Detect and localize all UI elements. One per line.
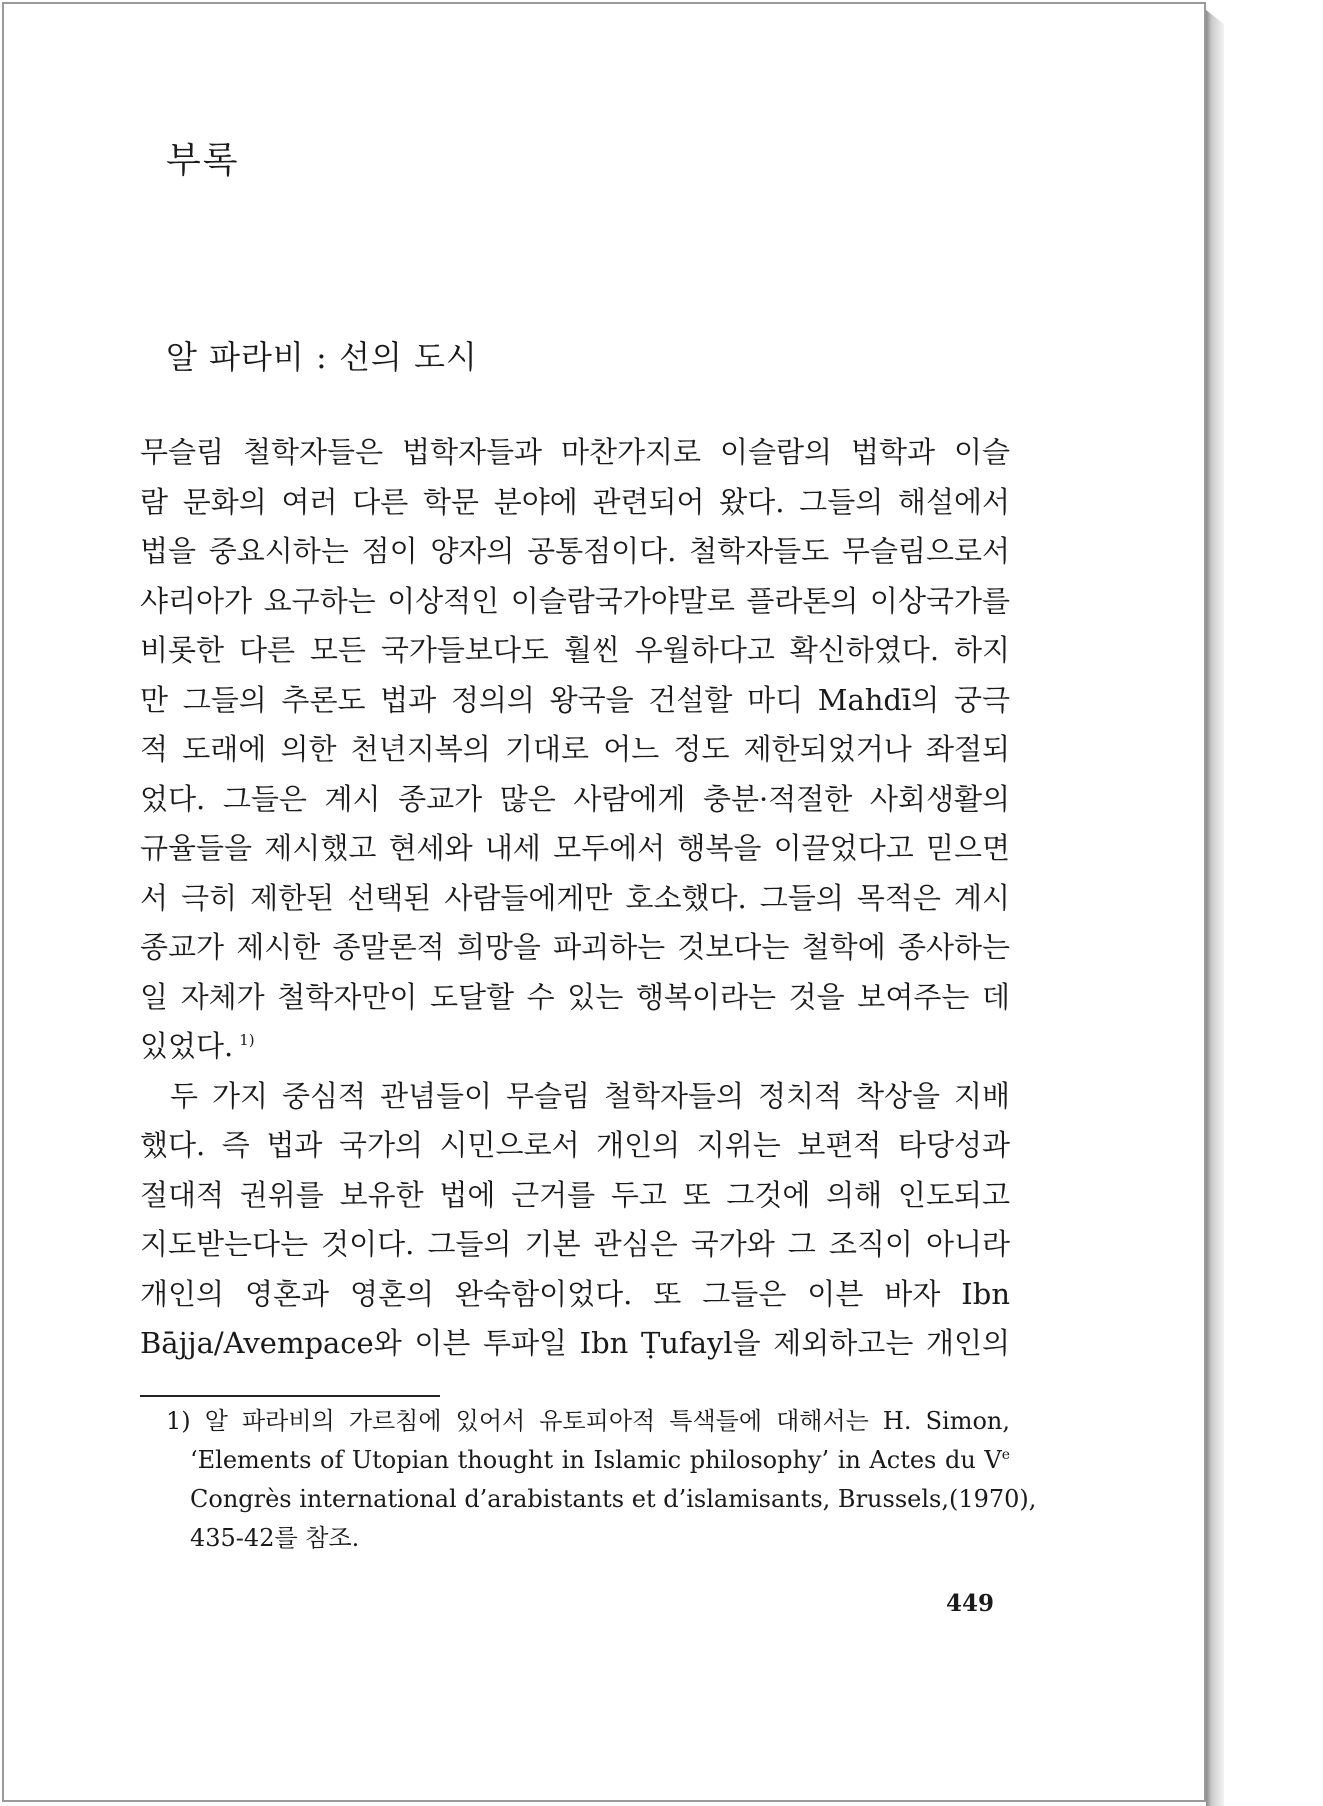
body-line: 비롯한 다른 모든 국가들보다도 훨씬 우월하다고 확신하였다. 하지 [140,633,1010,667]
body-line: 람 문화의 여러 다른 학문 분야에 관련되어 왔다. 그들의 해설에서 [140,484,1010,519]
page-number: 449 [946,1590,995,1617]
footnote-line-text: ‘Elements of Utopian thought in Islamic philosophy’ in Actes du V [190,1446,1002,1474]
body-line: 서 극히 제한된 선택된 사람들에게만 호소했다. 그들의 목적은 계시 [140,880,1010,915]
body-line: 만 그들의 추론도 법과 정의의 왕국을 건설할 마디 Mahdī의 궁극 [140,682,1010,717]
body-line: 개인의 영혼과 영혼의 완숙함이었다. 또 그들은 이븐 바자 Ibn [140,1276,1010,1311]
body-line: 절대적 권위를 보유한 법에 근거를 두고 또 그것에 의해 인도되고 [140,1177,1010,1212]
footnote-superscript: e [1001,1447,1010,1463]
page-edge-shadow [1206,10,1224,1806]
footnote-line: 1) 알 파라비의 가르침에 있어서 유토피아적 특색들에 대해서는 H. Simon, [166,1407,1010,1435]
page-title: 부록 [166,140,240,181]
footnote-line [166,1441,1010,1480]
footnote-divider [140,1395,440,1397]
body-line: 무슬림 철학자들은 법학자들과 마찬가지로 이슬람의 법학과 이슬 [140,435,1010,469]
body-line [140,1022,1010,1072]
body-text [140,428,1010,1369]
footnote-reference: 1) [239,1031,255,1050]
body-line: 종교가 제시한 종말론적 희망을 파괴하는 것보다는 철학에 종사하는 [140,930,1010,964]
body-line: 일 자체가 철학자만이 도달할 수 있는 행복이라는 것을 보여주는 데 [140,979,1010,1014]
body-line: 법을 중요시하는 점이 양자의 공통점이다. 철학자들도 무슬림으로서 [140,534,1010,568]
body-line: 지도받는다는 것이다. 그들의 기본 관심은 국가와 그 조직이 아니라 [140,1227,1010,1261]
body-line-text: 있었다. [140,1029,234,1063]
body-line: 규율들을 제시했고 현세와 내세 모두에서 행복을 이끌었다고 믿으면 [140,831,1010,865]
footnote-line: 435-42를 참조. [190,1524,360,1552]
body-line: 적 도래에 의한 천년지복의 기대로 어느 정도 제한되었거나 좌절되 [140,732,1010,766]
body-line: 샤리아가 요구하는 이상적인 이슬람국가야말로 플라톤의 이상국가를 [140,583,1010,618]
footnote-line: Congrès international d’arabistants et d’islamisants, Brussels,(1970), [190,1485,1037,1513]
body-line: 었다. 그들은 계시 종교가 많은 사람에게 충분·적절한 사회생활의 [140,781,1010,816]
section-title: 알 파라비 : 선의 도시 [166,338,478,376]
body-line: 두 가지 중심적 관념들이 무슬림 철학자들의 정치적 착상을 지배 [170,1078,1010,1113]
footnote [166,1402,1037,1558]
body-line: Bājja/Avempace와 이븐 투파일 Ibn Ṭufayl을 제외하고는 개인의 [140,1326,1010,1360]
body-line: 했다. 즉 법과 국가의 시민으로서 개인의 지위는 보편적 타당성과 [140,1128,1010,1162]
